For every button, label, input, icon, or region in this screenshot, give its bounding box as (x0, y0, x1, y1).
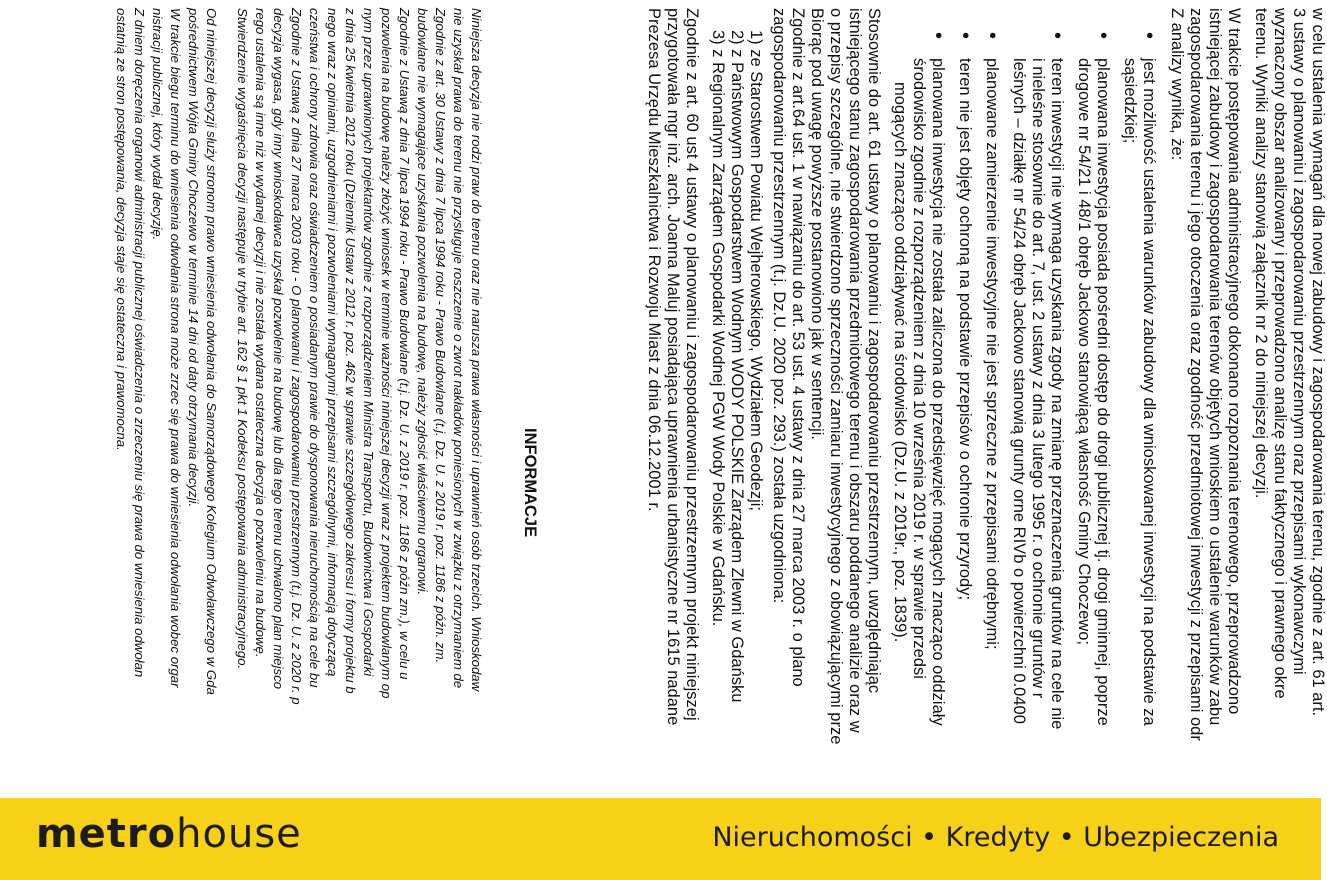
list-item: 1) ze Starostwem Powiatu Wejherowskiego, Wydziałem Geodezji; (747, 30, 765, 511)
doc-line: mogących znacząco oddziaływać na środowisko (Dz.U. z 2019r., poz. 1839). (891, 82, 909, 643)
doc-line: Prezesa Urzędu Mieszkalnictwa i Rozwoju Miast z dnia 06.12.2001 r. (645, 8, 663, 512)
info-line: z dnia 25 kwietnia 2012 roku (Dziennik Ustaw z 2012 r. poz. 462 w sprawie szczegółowego zakresu i formy projektu b (343, 8, 358, 694)
doc-line: Z analizy wynika, że: (1168, 8, 1186, 161)
info-line: Niniejsza decyzja nie rodzi praw do terenu oraz nie narusza prawa własności i uprawnień osób trzecich. Wnioskodaw (469, 8, 484, 692)
brand-logo-light: house (176, 811, 302, 857)
doc-line: zagospodarowania terenu i jego otoczenia oraz zgodność przedmiotowej inwestycji z przepisami odr (1187, 8, 1205, 741)
brand-tagline: Nieruchomości • Kredyty • Ubezpieczenia (712, 822, 1279, 853)
info-line: W trakcie biegu terminu do wniesienia odwołania strona może zrzec się prawa do wniesienia odwołania wobec orgar (168, 8, 183, 688)
doc-line: Biorąc pod uwagę powyższe postanowiono jak w sentencji. (808, 8, 826, 440)
info-line: Zgodnie z Ustawą z dnia 27 marca 2003 roku - O planowaniu i zagospodarowaniu przestrzennym (t.j. Dz. U. z 2020 r. p (289, 8, 304, 705)
doc-line: w celu ustalenia wymagań dla nowej zabudowy i zagospodarowania terenu, zgodnie z art. 61 art. (1309, 8, 1327, 717)
info-line: decyzja wygasa, gdy inny wnioskodawca uzyskał pozwolenie na budowę lub dla tego terenu uchwalono plan miejsco (271, 8, 286, 690)
doc-line: W trakcie postępowania administracyjnego dokonano rozpoznania terenowego, przeprowadzono (1225, 8, 1243, 715)
info-line: budowlane nie wymagające uzyskania pozwolenia na budowę, należy zgłosić właściwemu organowi. (415, 8, 430, 596)
brand-logo-bold: metro (36, 811, 177, 857)
bullet-item: • teren nie jest objęty ochroną na podstawie przepisów o ochronie przyrody; (955, 58, 974, 600)
info-line: Z dniem doręczenia organowi administracji publicznej oświadczenia o zrzeczeniu się prawa do wniesienia odwołan (132, 8, 147, 678)
doc-line: przygotowała mgr inż. arch. Joanna Maluj posiadająca uprawnienia urbanistyczne nr 1615 nadane (664, 8, 682, 726)
info-line: czeństwa i ochrony zdrowia oraz oświadczeniem o posiadanym prawie do dysponowania nieruchomością na cele bu (307, 8, 322, 688)
doc-line: Zgodnie z art.64 ust. 1 w nawiązaniu do art. 53 ust. 4 ustawy z dnia 27 marca 2003 r. o plano (789, 8, 807, 687)
doc-line: drogowe nr 54/21 i 48/1 obręb Jackowo stanowiącą własność Gminy Choczewo; (1075, 58, 1093, 645)
doc-line: istniejącego stanu zagospodarowania przedmiotowego terenu i obszaru poddanego analizie oraz w (846, 8, 864, 733)
info-line: nym przez uprawnionych projektantów zgodnie z rozporządzeniem Ministra Transportu, Budownictwa i Gospodarki (361, 8, 376, 677)
info-line: Zgodnie z Ustawą z dnia 7 lipca 1994 roku - Prawo Budowlane (t.j. Dz. U. z 2019 r. poz. 1186 z późn zm.), w celu u (397, 8, 412, 680)
section-heading: INFORMACJE (521, 428, 539, 538)
doc-line: środowisko zgodnie z rozporządzeniem z dnia 10 września 2019 r. w sprawie przedsi (910, 58, 928, 679)
doc-line: leśnych – działkę nr 54/24 obręb Jackowo stanowią grunty orne RIVb o powierzchni 0.0400 (1010, 58, 1028, 724)
info-line: Od niniejszej decyzji służy stronom prawo wniesienia odwołania do Samorządowego Kolegium Odwoławczego w Gda (204, 8, 219, 695)
doc-line: terenu. Wyniki analizy stanowią załącznik nr 2 do niniejszej decyzji. (1252, 8, 1270, 499)
info-line: rego ustalenia są inne niż w wydanej decyzji i nie została wydana ostateczna decyzja o pozwoleniu na budowę. (253, 8, 268, 658)
info-line: pośrednictwem Wójta Gminy Choczewo w terminie 14 dni od daty otrzymania decyzji. (186, 8, 201, 508)
doc-line: wyznaczony obszar analizowany i przeprowadzono analizę stanu faktycznego i prawnego okre (1271, 8, 1289, 699)
info-line: nie uzyskał prawa do terenu nie przysługuje roszczenie o zwrot nakładów poniesionych w związku z otrzymaniem de (451, 8, 466, 689)
info-line: pozwolenia na budowę należy złożyć wniosek w terminie ważności niniejszej decyzji wraz z projektem budowlanym op (379, 8, 394, 699)
bullet-item: • planowane zamierzenie inwestycyjne nie jest sprzeczne z przepisami odrębnymi; (982, 58, 1001, 650)
doc-line: istniejącej zabudowy i zagospodarowania terenów objętych wnioskiem o ustalenie warunków zabu (1206, 8, 1224, 726)
bullet-item: • planowana inwestycja posiada pośredni dostęp do drogi publicznej tj. drogi gminnej, poprze (1093, 58, 1112, 726)
bullet-item: • jest możliwość ustalenia warunków zabudowy dla wnioskowanej inwestycji na podstawie za (1139, 58, 1158, 726)
info-line: Zgodnie z art. 30 Ustawy z dnia 7 lipca 1994 roku - Prawo Budowlane (t.j. Dz. U. z 2019 r. poz. 1186 z późn. zm. (433, 8, 448, 664)
info-line: nego wraz z opiniami, uzgodnieniami i pozwoleniami wymaganymi przepisami szczególnymi, informacją dotyczącą (325, 8, 340, 677)
doc-line: Stosownie do art. 61 ustawy o planowaniu i zagospodarowaniu przestrzennym, uwzględniając (865, 8, 883, 694)
doc-line: i nieleśne stosownie do art. 7, ust. 2 ustawy z dnia 3 lutego 1995 r. o ochronie gruntów r (1029, 58, 1047, 699)
doc-line: zagospodarowaniu przestrzennym (t.j. Dz.U. 2020 poz. 293.) została uzgodniona: (770, 8, 788, 604)
info-line: ostatnią ze stron postępowania, decyzja staje się ostateczna i prawomocna. (114, 8, 129, 451)
doc-line: sąsiedzkiej; (1121, 58, 1139, 144)
doc-line: o przepisy szczególne, nie stwierdzono sprzeczności zamiaru inwestycyjnego z obowiązującymi prze (827, 8, 845, 745)
bullet-item: • planowana inwestycja nie została zaliczona do przedsięwzięć mogących znacząco oddziały (928, 58, 947, 726)
doc-line: Zgodnie z art. 60 ust 4 ustawy o planowaniu i zagospodarowaniu przestrzennym projekt niniejszej (683, 8, 701, 721)
list-item: 2) z Państwowym Gospodarstwem Wodnym WODY POLSKIE Zarządem Zlewni w Gdańsku (728, 30, 746, 703)
info-line: nistracji publicznej, który wydał decyzję. (150, 8, 165, 241)
doc-line: 3 ustawy o planowaniu i zagospodarowaniu przestrzennym oraz przepisami wykonawczymi (1290, 8, 1308, 675)
bullet-item: • teren inwestycji nie wymaga uzyskania zgody na zmianę przeznaczenia gruntów na cele nie (1047, 58, 1066, 729)
info-line: Stwierdzenie wygaśnięcia decyzji następuje w trybie art. 162 § 1 pkt 1 Kodeksu postępowania administracyjnego. (235, 8, 250, 670)
list-item: 3) z Regionalnym Zarządem Gospodarki Wodnej PGW Wody Polskie w Gdańsku. (709, 30, 727, 627)
footer-banner (0, 798, 1321, 880)
brand-logo (36, 810, 302, 858)
